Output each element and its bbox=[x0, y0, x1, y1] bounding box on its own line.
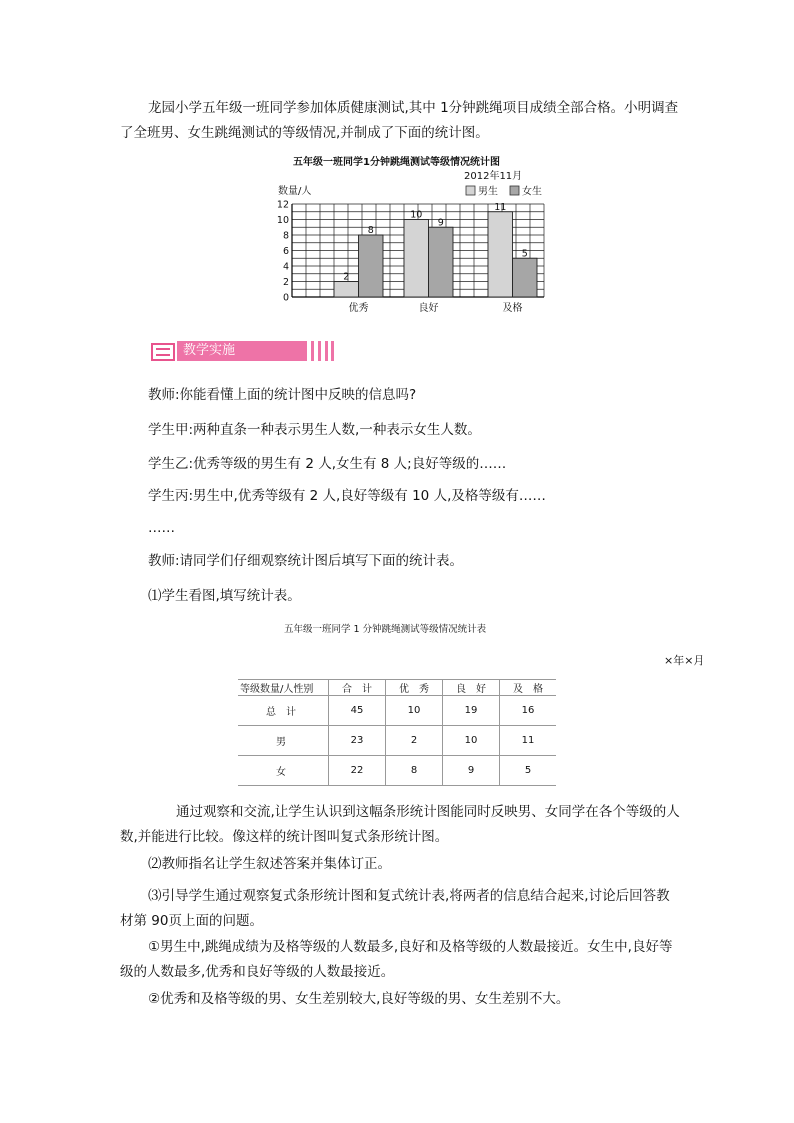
dialogue-line: 教师:你能看懂上面的统计图中反映的信息吗? bbox=[148, 387, 417, 403]
double-bar-chart bbox=[270, 166, 560, 318]
body-paragraph: ①男生中,跳绳成绩为及格等级的人数最多,良好和及格等级的人数最接近。女生中,良好等级的人数最多,优秀和良好等级的人数最接近。 bbox=[120, 939, 673, 980]
table-header: 良 好 bbox=[443, 680, 500, 696]
bar bbox=[488, 212, 513, 297]
x-tick-label: 优秀 bbox=[348, 303, 369, 314]
table-cell: 10 bbox=[443, 726, 500, 756]
table-header: 等级数量/人性别 bbox=[238, 680, 329, 696]
bar bbox=[404, 220, 429, 298]
table-cell: 22 bbox=[329, 756, 386, 786]
table-row bbox=[238, 756, 556, 786]
section-title: 教学实施 bbox=[183, 343, 236, 358]
y-tick-label: 0 bbox=[282, 292, 289, 304]
table-cell: 8 bbox=[386, 756, 443, 786]
intro-paragraph: 龙园小学五年级一班同学参加体质健康测试,其中 1分钟跳绳项目成绩全部合格。小明调查了全班男、女生跳绳测试的等级情况,并制成了下面的统计图。 bbox=[120, 100, 679, 141]
dialogue-line: ⑴学生看图,填写统计表。 bbox=[148, 588, 301, 604]
bar bbox=[359, 235, 384, 297]
legend-swatch bbox=[466, 186, 475, 195]
y-tick-label: 4 bbox=[282, 261, 289, 273]
data-label: 11 bbox=[494, 201, 507, 213]
table-cell: 总 计 bbox=[238, 696, 329, 726]
table-cell: 45 bbox=[329, 696, 386, 726]
section-number-icon bbox=[151, 343, 175, 361]
table-date: ×年×月 bbox=[664, 654, 705, 667]
data-label: 9 bbox=[437, 217, 444, 229]
y-tick-label: 12 bbox=[276, 199, 289, 211]
stats-table bbox=[238, 679, 556, 786]
table-title: 五年级一班同学 1 分钟跳绳测试等级情况统计表 bbox=[284, 624, 487, 635]
x-tick-label: 良好 bbox=[418, 303, 439, 314]
dialogue-line: 教师:请同学们仔细观察统计图后填写下面的统计表。 bbox=[148, 553, 464, 569]
table-cell: 23 bbox=[329, 726, 386, 756]
table-cell: 女 bbox=[238, 756, 329, 786]
table-cell: 10 bbox=[386, 696, 443, 726]
body-paragraph: ②优秀和及格等级的男、女生差别较大,良好等级的男、女生差别不大。 bbox=[148, 991, 570, 1007]
y-tick-label: 8 bbox=[282, 230, 289, 242]
table-cell: 5 bbox=[500, 756, 557, 786]
body-paragraph: 通过观察和交流,让学生认识到这幅条形统计图能同时反映男、女同学在各个等级的人数,并能进行比较。像这样的统计图叫复式条形统计图。 bbox=[120, 804, 680, 845]
legend-label: 女生 bbox=[522, 186, 542, 198]
dialogue-line: 学生丙:男生中,优秀等级有 2 人,良好等级有 10 人,及格等级有…… bbox=[148, 488, 546, 504]
table-header: 合 计 bbox=[329, 680, 386, 696]
legend-label: 男生 bbox=[478, 186, 498, 198]
table-cell: 16 bbox=[500, 696, 557, 726]
table-row bbox=[238, 726, 556, 756]
y-tick-label: 2 bbox=[282, 277, 289, 288]
dialogue-line: …… bbox=[148, 520, 175, 536]
y-axis-label: 数量/人 bbox=[278, 186, 312, 197]
table-cell: 19 bbox=[443, 696, 500, 726]
dialogue-line: 学生甲:两种直条一种表示男生人数,一种表示女生人数。 bbox=[148, 422, 481, 438]
chart-subtitle: 2012年11月 bbox=[464, 171, 523, 182]
y-tick-label: 10 bbox=[276, 215, 289, 226]
data-label: 8 bbox=[367, 225, 374, 236]
x-tick-label: 及格 bbox=[502, 303, 523, 314]
body-paragraph: ⑶引导学生通过观察复式条形统计图和复式统计表,将两者的信息结合起来,讨论后回答教材第 90页上面的问题。 bbox=[120, 888, 670, 929]
bar bbox=[429, 227, 454, 297]
table-header: 及 格 bbox=[500, 680, 557, 696]
table-row bbox=[238, 696, 556, 726]
section-banner bbox=[148, 341, 334, 361]
chart-title: 五年级一班同学1分钟跳绳测试等级情况统计图 bbox=[293, 157, 500, 168]
y-tick-label: 6 bbox=[282, 246, 289, 257]
dialogue-line: 学生乙:优秀等级的男生有 2 人,女生有 8 人;良好等级的…… bbox=[148, 456, 507, 472]
table-cell: 2 bbox=[386, 726, 443, 756]
table-cell: 11 bbox=[500, 726, 557, 756]
data-label: 2 bbox=[343, 271, 350, 283]
table-cell: 男 bbox=[238, 726, 329, 756]
table-header: 优 秀 bbox=[386, 680, 443, 696]
body-paragraph: ⑵教师指名让学生叙述答案并集体订正。 bbox=[148, 856, 391, 872]
data-label: 10 bbox=[410, 209, 423, 221]
table-cell: 9 bbox=[443, 756, 500, 786]
legend-swatch bbox=[510, 186, 519, 195]
bar bbox=[334, 282, 359, 298]
data-label: 5 bbox=[521, 248, 528, 260]
bar bbox=[513, 258, 538, 297]
table-header-row bbox=[238, 680, 556, 696]
